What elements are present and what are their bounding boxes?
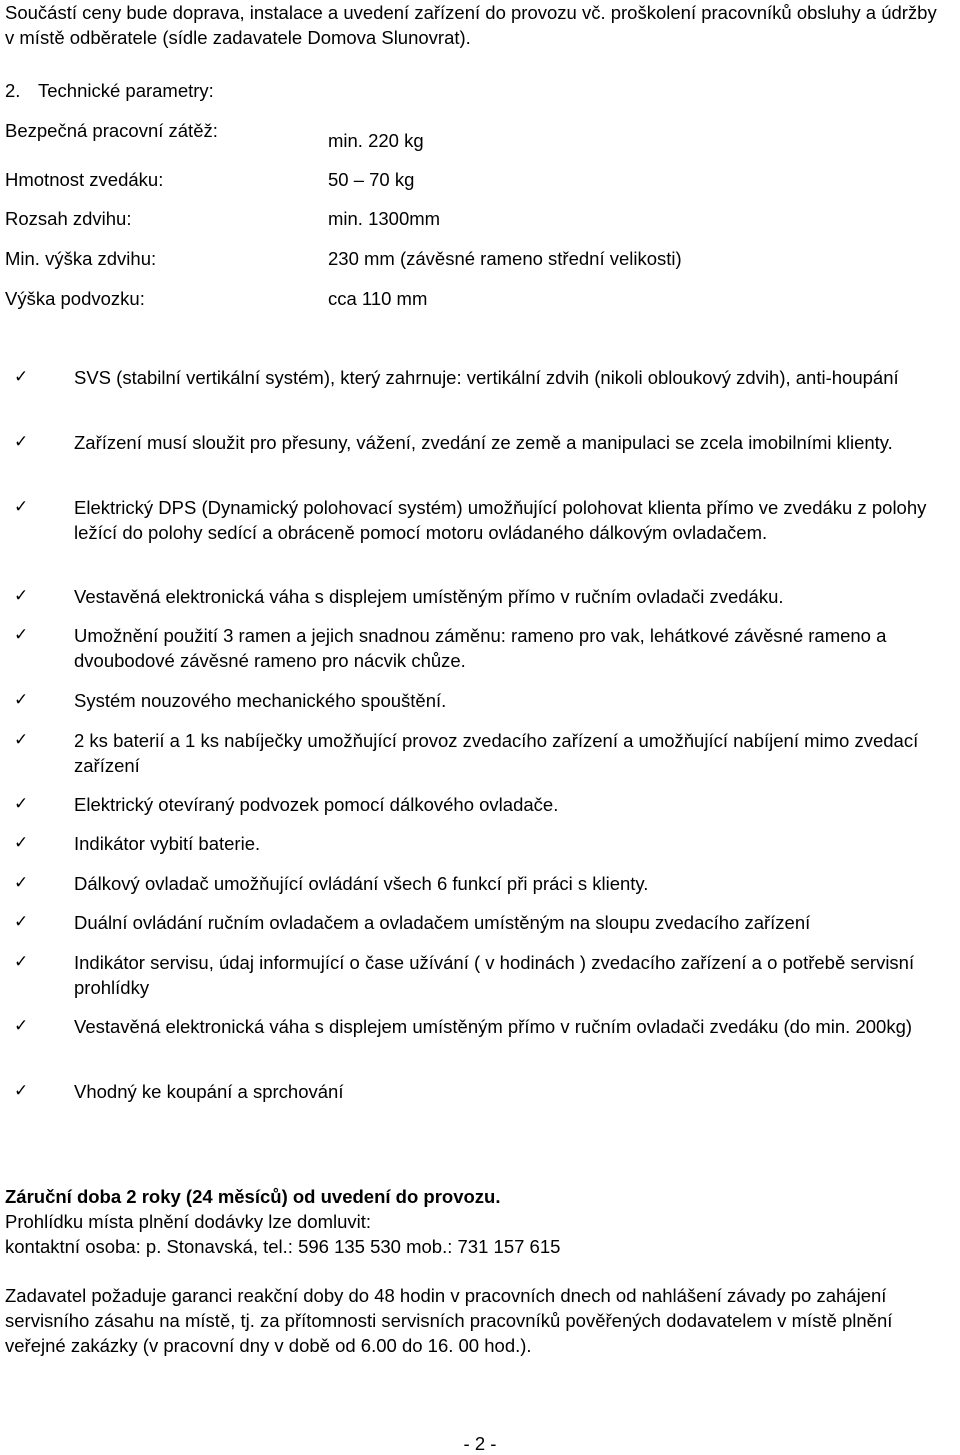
list-item-text: Indikátor servisu, údaj informující o čase užívání ( v hodinách ) zvedacího zařízení a o potřebě servisní prohlídky (74, 952, 915, 998)
intro-paragraph: Součástí ceny bude doprava, instalace a uvedení zařízení do provozu vč. proškolení pracovníků obsluhy a údržby v místě odběratele (sídle zadavatele Domova Slunovrat). (5, 2, 937, 48)
list-item-text: Vhodný ke koupání a sprchování (74, 1081, 344, 1102)
checkmark-icon: ✓ (14, 1016, 29, 1036)
list-item-text: Dálkový ovladač umožňující ovládání všech 6 funkcí při práci s klienty. (74, 873, 649, 894)
list-item-text: 2 ks baterií a 1 ks nabíječky umožňující provoz zvedacího zařízení a umožňující nabíjení mimo zvedací zařízení (74, 730, 919, 776)
checkmark-icon: ✓ (14, 586, 29, 606)
page-number: - 2 - (463, 1433, 497, 1454)
list-item-text: Vestavěná elektronická váha s displejem umístěným přímo v ručním ovladači zvedáku (do min. 200kg) (74, 1016, 913, 1037)
section-heading (5, 78, 214, 103)
param-label: Min. výška zdvihu: (5, 248, 157, 269)
list-item-text: Systém nouzového mechanického spouštění. (74, 690, 447, 711)
list-item-text: Indikátor vybití baterie. (74, 833, 261, 854)
checkmark-icon: ✓ (14, 432, 29, 452)
param-label: Rozsah zdvihu: (5, 208, 132, 229)
checkmark-icon: ✓ (14, 873, 29, 893)
contact-text: kontaktní osoba: p. Stonavská, tel.: 596 135 530 mob.: 731 157 615 (5, 1236, 561, 1257)
param-value: min. 220 kg (328, 130, 424, 151)
checkmark-icon: ✓ (14, 690, 29, 710)
inspection-text: Prohlídku místa plnění dodávky lze domluvit: (5, 1211, 372, 1232)
section-number: 2. (5, 80, 21, 101)
param-value: cca 110 mm (328, 288, 428, 309)
checkmark-icon: ✓ (14, 794, 29, 814)
param-label: Hmotnost zvedáku: (5, 169, 164, 190)
list-item-text: Elektrický otevíraný podvozek pomocí dálkového ovladače. (74, 794, 559, 815)
checkmark-icon: ✓ (14, 625, 29, 645)
param-value: min. 1300mm (328, 208, 441, 229)
list-item-text: SVS (stabilní vertikální systém), který zahrnuje: vertikální zdvih (nikoli obloukový zdvih), anti-houpání (74, 367, 899, 388)
param-label: Výška podvozku: (5, 288, 145, 309)
list-item-text: Vestavěná elektronická váha s displejem umístěným přímo v ručním ovladači zvedáku. (74, 586, 784, 607)
warranty-text: Záruční doba 2 roky (24 měsíců) od uvedení do provozu. (5, 1186, 501, 1207)
section-title: Technické parametry: (38, 80, 214, 101)
checkmark-icon: ✓ (14, 833, 29, 853)
checkmark-icon: ✓ (14, 730, 29, 750)
param-value: 230 mm (závěsné rameno střední velikosti) (328, 248, 682, 269)
list-item-text: Umožnění použití 3 ramen a jejich snadnou záměnu: rameno pro vak, lehátkové závěsné rameno a dvoubodové závěsné rameno pro nácvik chůze. (74, 625, 887, 671)
checkmark-icon: ✓ (14, 367, 29, 387)
param-label: Bezpečná pracovní zátěž: (5, 120, 218, 141)
service-paragraph: Zadavatel požaduje garanci reakční doby do 48 hodin v pracovních dnech od nahlášení závady po zahájení servisního zásahu na místě, tj. za přítomnosti servisních pracovníků pověřených dodavatelem v místě plnění veřejné zakázky (v pracovní dny v době od 6.00 do 16. 00 hod.). (5, 1285, 893, 1356)
checkmark-icon: ✓ (14, 497, 29, 517)
list-item-text: Elektrický DPS (Dynamický polohovací systém) umožňující polohovat klienta přímo ve zvedáku z polohy ležící do polohy sedící a obráceně pomocí motoru ovládaného dálkovým ovladačem. (74, 497, 927, 543)
checkmark-icon: ✓ (14, 1081, 29, 1101)
checkmark-icon: ✓ (14, 952, 29, 972)
checkmark-icon: ✓ (14, 912, 29, 932)
list-item-text: Duální ovládání ručním ovladačem a ovladačem umístěným na sloupu zvedacího zařízení (74, 912, 811, 933)
param-value: 50 – 70 kg (328, 169, 415, 190)
list-item-text: Zařízení musí sloužit pro přesuny, vážení, zvedání ze země a manipulaci se zcela imobilními klienty. (74, 432, 893, 453)
